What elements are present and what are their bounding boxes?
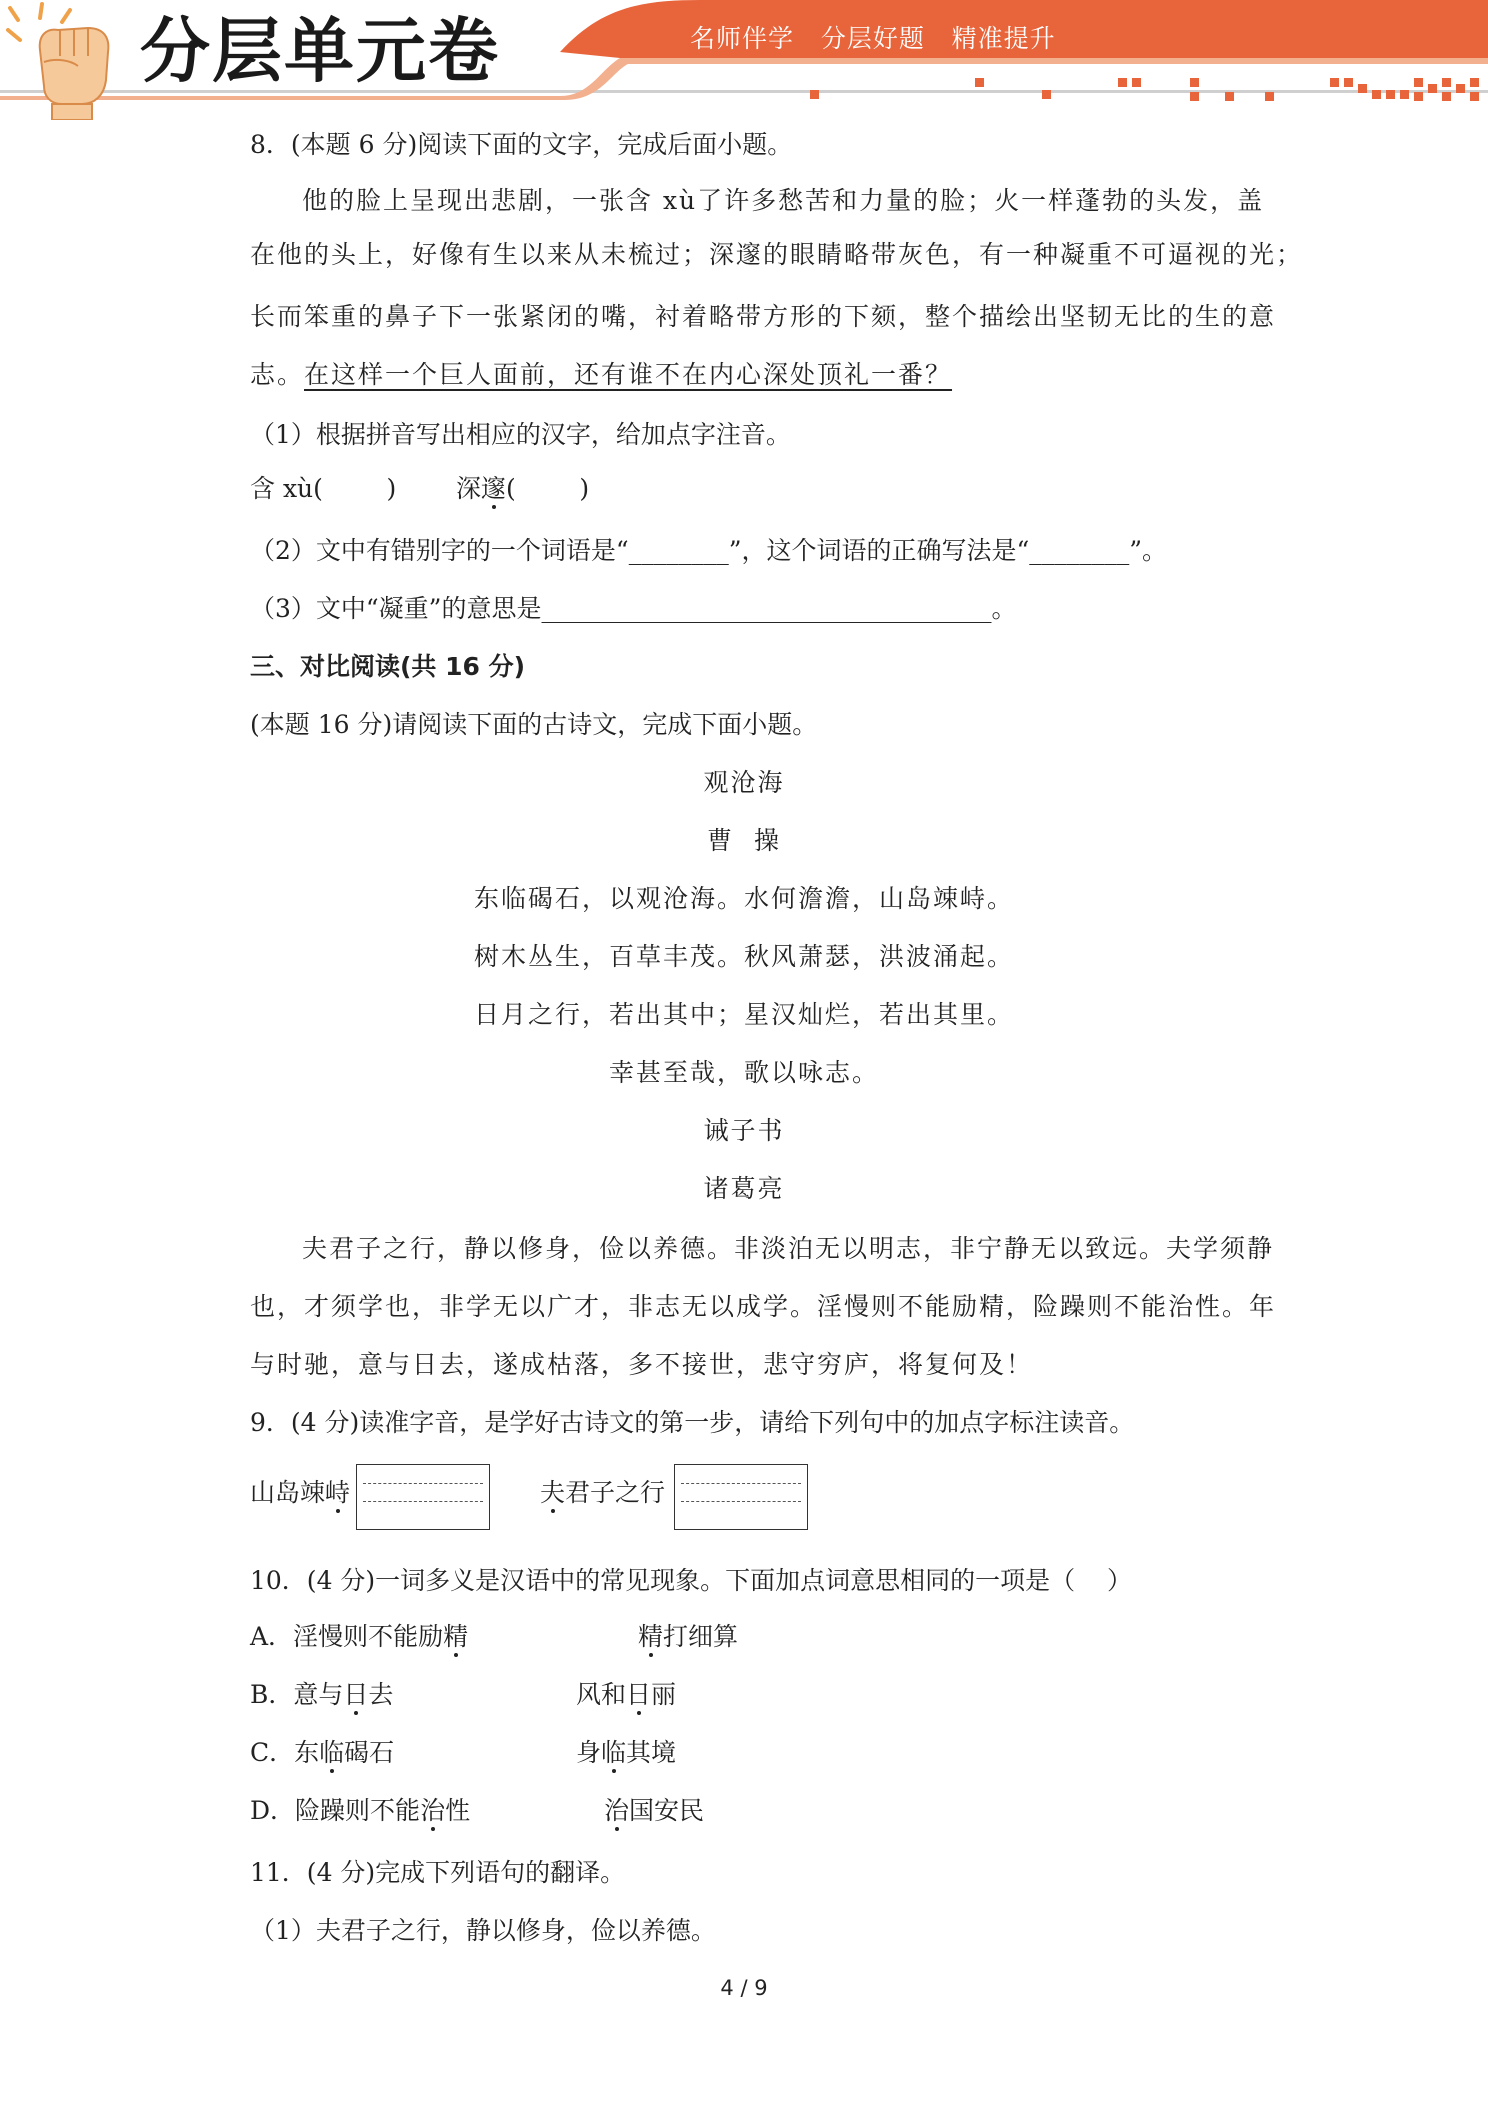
q8-sub1: （1）根据拼音写出相应的汉字，给加点字注音。 [250, 420, 791, 449]
q8-sub2: （2）文中有错别字的一个词语是“________”，这个词语的正确写法是“________”。 [250, 536, 1168, 565]
option-left-text-end: 性 [445, 1796, 471, 1825]
q8-passage-line-1: 他的脸上呈现出悲剧，一张含 xù了许多愁苦和力量的脸；火一样蓬勃的头发，盖 [302, 186, 1265, 215]
q10-option-d [250, 1794, 470, 1828]
option-left-text: 淫慢则不能励 [293, 1622, 444, 1651]
page-number: 4 / 9 [720, 1976, 768, 2000]
header-slogan: 名师伴学 分层好题 精准提升 [690, 24, 1056, 53]
prose-line: 与时驰，意与日去，遂成枯落，多不接世，悲守穷庐，将复何及！ [250, 1350, 1034, 1379]
prose-author: 诸葛亮 [703, 1174, 785, 1203]
option-right-text: 其境 [626, 1738, 677, 1767]
q8-sub3: （3）文中“凝重”的意思是____________________________________。 [250, 594, 1017, 623]
option-label: C． [250, 1738, 295, 1767]
option-label: A． [250, 1622, 294, 1651]
q9-title: 9．(4 分)读准字音，是学好古诗文的第一步，请给下列句中的加点字标注读音。 [250, 1408, 1135, 1437]
option-left-dotted-char: 临 [319, 1738, 345, 1767]
option-left-dotted-char: 治 [420, 1796, 446, 1825]
option-right-dotted-char: 日 [626, 1680, 652, 1709]
option-left-text-end: 碣石 [344, 1738, 395, 1767]
section3-intro: (本题 16 分)请阅读下面的古诗文，完成下面小题。 [250, 710, 818, 739]
q10-option-b [250, 1678, 393, 1712]
q8-sub1-item-a: 含 xù( ) [250, 474, 397, 503]
q9-item-2-dotted-char: 夫 [540, 1478, 566, 1507]
q9-item-1-text: 山岛竦 [250, 1478, 326, 1507]
poem-title: 观沧海 [703, 768, 785, 797]
option-label: B． [250, 1680, 294, 1709]
q10-option-a [250, 1620, 468, 1654]
q11-sub1: （1）夫君子之行，静以修身，俭以养德。 [250, 1916, 716, 1945]
q9-answer-box-2[interactable] [674, 1464, 808, 1530]
q9-item-2-text: 君子之行 [565, 1478, 666, 1507]
q8-passage-line-3: 长而笨重的鼻子下一张紧闭的嘴，衬着略带方形的下颏，整个描绘出坚韧无比的生的意 [250, 302, 1277, 331]
poem-line: 树木丛生，百草丰茂。秋风萧瑟，洪波涌起。 [473, 942, 1014, 971]
poem-line: 幸甚至哉，歌以咏志。 [608, 1058, 879, 1087]
q8-passage-line-4 [250, 358, 952, 392]
option-left-text: 意与 [293, 1680, 344, 1709]
q9-item-2 [540, 1476, 665, 1510]
option-right-dotted-char: 临 [601, 1738, 627, 1767]
fist-logo-icon [8, 4, 108, 120]
prose-line: 也，才须学也，非学无以广才，非志无以成学。淫慢则不能励精，险躁则不能治性。年 [250, 1292, 1277, 1321]
poem-author: 曹 操 [707, 826, 781, 855]
page-header [0, 0, 1488, 120]
q8-sub1-item-b-pre: 深 [456, 474, 482, 503]
q8-sub1-item-b [456, 472, 589, 506]
q10-option-d-right [604, 1794, 704, 1828]
section3-heading: 三、对比阅读(共 16 分) [250, 652, 526, 681]
option-label: D． [250, 1796, 296, 1825]
option-left-text: 险躁则不能 [295, 1796, 421, 1825]
q9-item-1-dotted-char: 峙 [325, 1478, 351, 1507]
q8-title: 8．(本题 6 分)阅读下面的文字，完成后面小题。 [250, 130, 793, 159]
option-left-text-end: 去 [368, 1680, 394, 1709]
poem-line: 东临碣石，以观沧海。水何澹澹，山岛竦峙。 [473, 884, 1014, 913]
q8-underlined-sentence: 在这样一个巨人面前，还有谁不在内心深处顶礼一番？ [304, 360, 953, 389]
option-right-dotted-char: 精 [638, 1622, 664, 1651]
option-right-text: 国安民 [629, 1796, 705, 1825]
q10-option-c [250, 1736, 394, 1770]
q9-item-1 [250, 1476, 350, 1510]
option-right-text-start: 身 [576, 1738, 602, 1767]
option-right-dotted-char: 治 [604, 1796, 630, 1825]
prose-title: 诫子书 [703, 1116, 785, 1145]
prose-line: 夫君子之行，静以修身，俭以养德。非淡泊无以明志，非宁静无以致远。夫学须静 [302, 1234, 1275, 1263]
q8-sub1-item-b-blank: ( ) [506, 474, 590, 503]
option-left-dotted-char: 精 [443, 1622, 469, 1651]
option-left-dotted-char: 日 [343, 1680, 369, 1709]
q8-sub1-dotted-char: 邃 [481, 474, 507, 503]
q11-title: 11．(4 分)完成下列语句的翻译。 [250, 1858, 626, 1887]
q10-option-a-right [638, 1620, 738, 1654]
option-right-text-start: 风和 [576, 1680, 627, 1709]
q8-passage-line-4-start: 志。 [250, 360, 305, 389]
poem-line: 日月之行，若出其中；星汉灿烂，若出其里。 [473, 1000, 1014, 1029]
q10-option-b-right [576, 1678, 676, 1712]
option-right-text: 打细算 [663, 1622, 739, 1651]
option-left-text: 东 [294, 1738, 320, 1767]
q10-title: 10．(4 分)一词多义是汉语中的常见现象。下面加点词意思相同的一项是（ ） [250, 1566, 1132, 1595]
option-right-text: 丽 [651, 1680, 677, 1709]
q10-option-c-right [576, 1736, 676, 1770]
q8-passage-line-2: 在他的头上，好像有生以来从未梳过；深邃的眼睛略带灰色，有一种凝重不可逼视的光； [250, 240, 1304, 269]
brand-title: 分层单元卷 [140, 10, 500, 92]
q9-answer-box-1[interactable] [356, 1464, 490, 1530]
